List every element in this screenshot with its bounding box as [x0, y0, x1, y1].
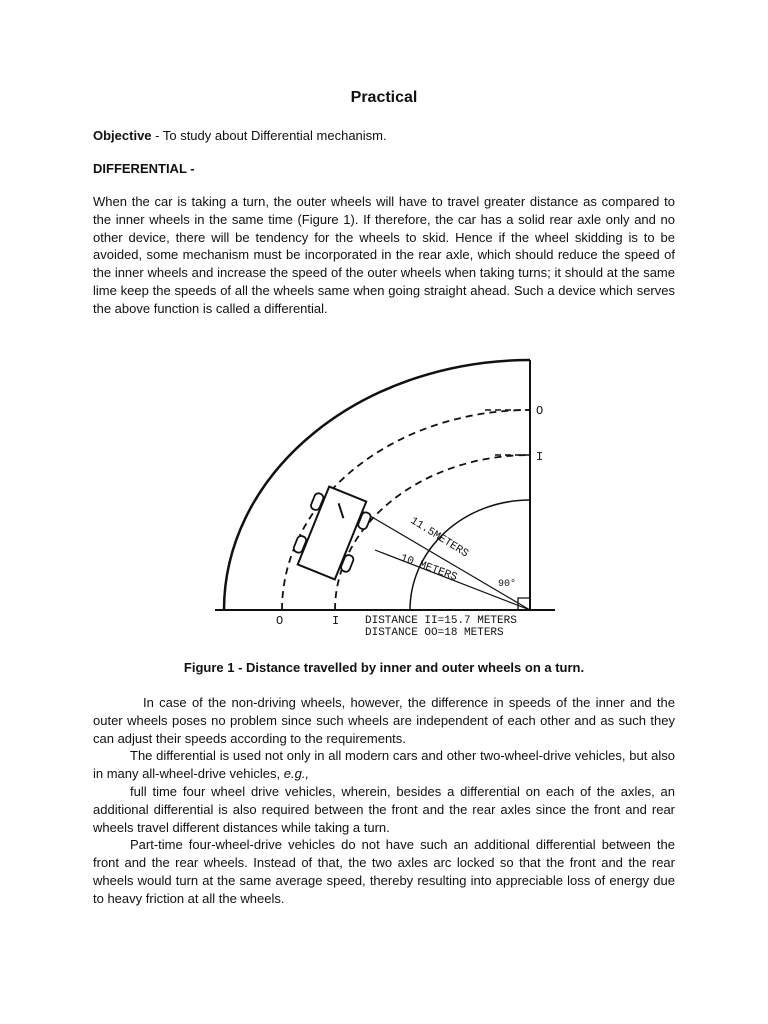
objective-line — [93, 128, 387, 143]
label-distance-oo: DISTANCE OO=18 METERS — [365, 627, 504, 639]
paragraph-differential-text: The differential is used not only in all modern cars and other two-wheel-drive vehicles, but also in many all-wheel-drive vehicles, — [93, 748, 675, 782]
intro-paragraph: When the car is taking a turn, the outer wheels will have to travel greater distance as compared to the inner wheels in the same time (Figure 1). If therefore, the car has a solid rear axle only and no other device, there will be tendency for the wheels to skid. Hence if the wheel skidding is to be avoided, some mechanism must be incorporated in the rear axle, which should reduce the speed of the inner wheels and increase the speed of the outer wheels when taking turns; it should at the same lime keep the speeds of all the wheels same when going straight ahead. Such a device which serves the above function is called a differential. — [93, 194, 675, 316]
page-title: Practical — [350, 89, 418, 106]
body-paragraphs — [93, 694, 675, 908]
label-o-right: O — [536, 404, 544, 418]
car-body — [288, 483, 375, 583]
paragraph-full-time: full time four wheel drive vehicles, wherein, besides a differential on each of the axles, an additional differential is also required between the front and the rear axles since the front and rear wheels travel different distances while taking a turn. — [93, 783, 675, 835]
figure-diagram — [210, 350, 570, 640]
paragraph-differential-use — [93, 747, 675, 783]
label-i-bottom: I — [332, 614, 340, 628]
figure-caption: Figure 1 - Distance travelled by inner and outer wheels on a turn. — [183, 660, 585, 675]
label-angle: 90° — [498, 579, 517, 590]
paragraph-eg: e.g., — [283, 766, 310, 782]
label-radius-outer: 11.5METERS — [407, 515, 471, 561]
paragraph-non-driving: In case of the non-driving wheels, however, the difference in speeds of the inner and the outer wheels poses no problem since such wheels are independent of each other and as such they can adjust their speeds according to the requirements. — [93, 695, 675, 746]
label-o-bottom: O — [276, 614, 284, 628]
label-i-right: I — [536, 450, 544, 464]
differential-turn-diagram — [210, 350, 570, 640]
label-radius-inner: 10 METERS — [398, 552, 459, 585]
section-heading: DIFFERENTIAL - — [93, 161, 195, 176]
outer-road-arc — [224, 360, 530, 610]
inner-solid-arc — [407, 500, 530, 610]
radius-line-outer — [360, 510, 530, 610]
label-distance-ii: DISTANCE II=15.7 METERS — [365, 615, 517, 627]
objective-label: Objective — [93, 128, 152, 143]
paragraph-part-time: Part-time four-wheel-drive vehicles do not have such an additional differential between the front and the rear wheels. Instead of that, the two axles arc locked so that the front and the rear wheels would turn at the same average speed, thereby resulting into appreciable loss of energy due to heavy friction at all the wheels. — [93, 837, 675, 906]
objective-text: - To study about Differential mechanism. — [151, 128, 387, 143]
